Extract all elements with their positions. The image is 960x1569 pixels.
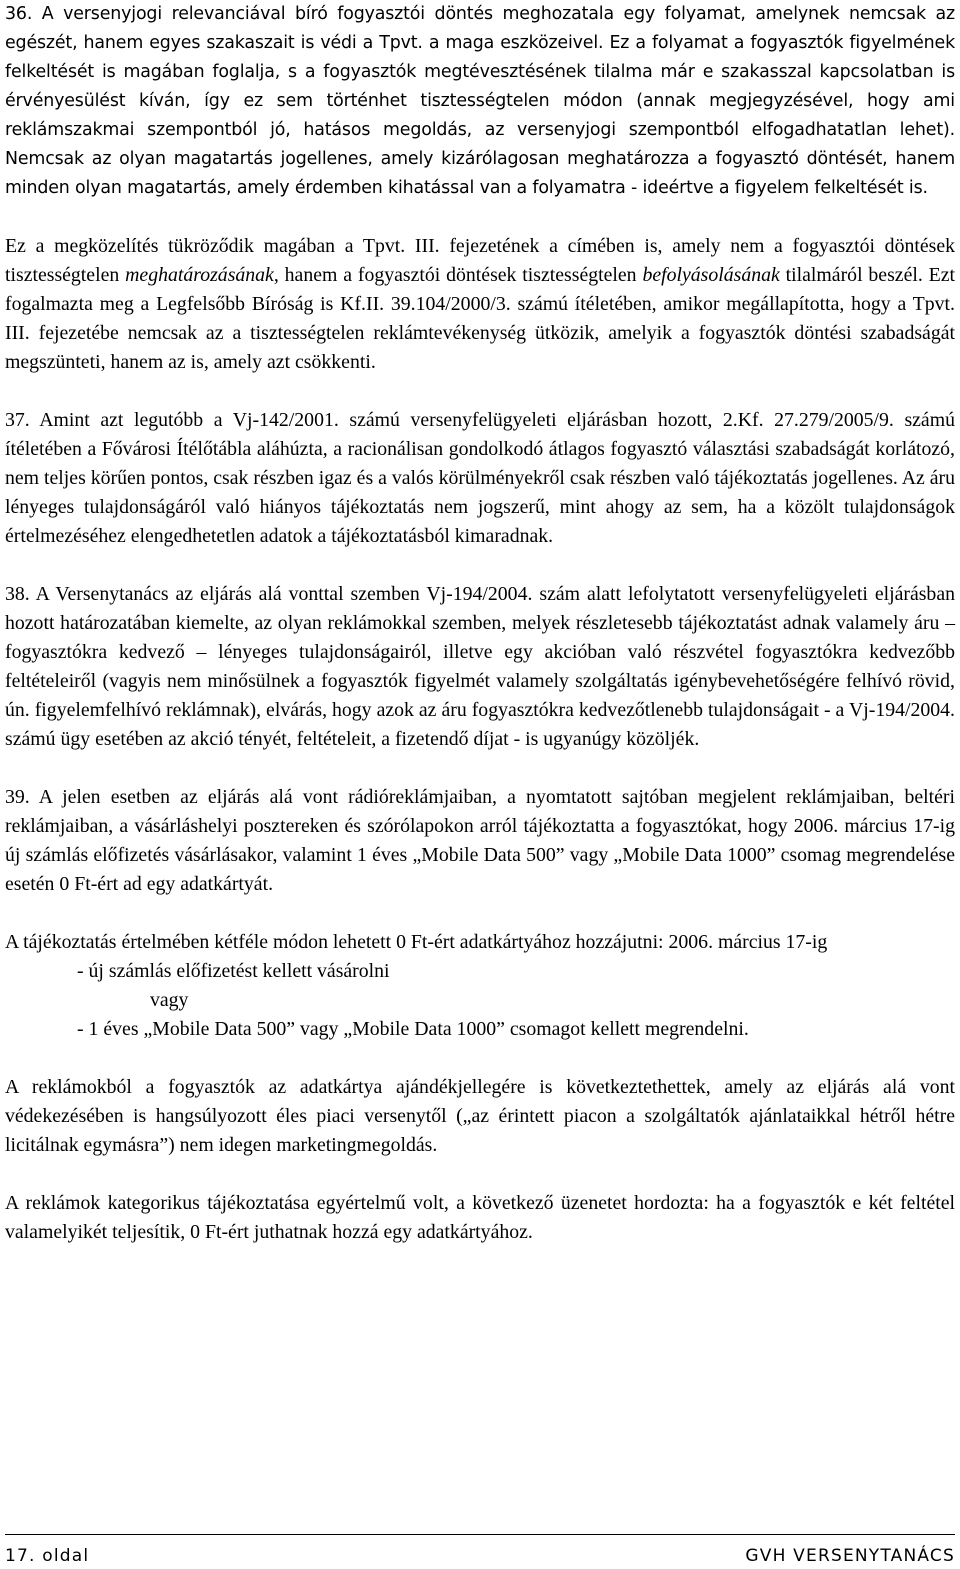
paragraph-37: 37. Amint azt legutóbb a Vj-142/2001. számú versenyfelügyeleti eljárásban hozott, 2.Kf. 27.279/2005/9. számú ítéletében a Fővárosi Ítélőtábla aláhúzta, a racionálisan gondolkodó átlagos fogyasztó választási szabadságát korlátozó, nem teljes körűen pontos, csak részben igaz és a valós körülményekről csak részben való tájékoztatás jogellenes. Az áru lényeges tulajdonságáról való hiányos tájékoztatás nem jogszerű, mint ahogy az sem, ha a közölt tulajdonságok értelmezéséhez elengedhetetlen adatok a tájékoztatásból kimaradnak. bbox=[5, 409, 955, 547]
document-body bbox=[5, 0, 955, 1247]
paragraph-38: 38. A Versenytanács az eljárás alá vonttal szemben Vj-194/2004. szám alatt lefolytatott versenyfelügyeleti eljárásban hozott határozatában kiemelte, az olyan reklámokkal szemben, melyek részletesebb tájékoztatást adnak valamely áru – fogyasztókra kedvező – lényeges tulajdonságairól, illetve egy akcióban való részvétel fogyasztókra kedvezőbb feltételeiről (vagyis nem minősülnek a fogyasztók figyelmét valamely szolgáltatás igénybevehetőségére felhívó rövid, ún. figyelemfelhívó reklámnak), elvárás, hogy azok az áru fogyasztókra kedvezőtlenebb tulajdonságait - a Vj-194/2004. számú ügy esetében az akció tényét, feltételeit, a fizetendő díjat - is ugyanúgy közöljék. bbox=[5, 583, 955, 750]
paragraph-39: 39. A jelen esetben az eljárás alá vont rádióreklámjaiban, a nyomtatott sajtóban megjelent reklámjaiban, beltéri reklámjaiban, a vásárláshelyi posztereken és szórólapokon arról tájékoztatta a fogyasztókat, hogy 2006. március 17-ig új számlás előfizetés vásárlásakor, valamint 1 éves „Mobile Data 500” vagy „Mobile Data 1000” csomag megrendelése esetén 0 Ft-ért ad egy adatkártyát. bbox=[5, 786, 955, 895]
condition-separator: vagy bbox=[150, 989, 189, 1011]
paragraph-39-conditions: A tájékoztatás értelmében kétféle módon lehetett 0 Ft-ért adatkártyához hozzájutni: 2006. március 17-ig bbox=[5, 931, 828, 953]
condition-item-2: - 1 éves „Mobile Data 500” vagy „Mobile Data 1000” csomagot kellett megrendelni. bbox=[77, 1018, 749, 1040]
paragraph-39-message: A reklámok kategorikus tájékoztatása egyértelmű volt, a következő üzenetet hordozta: ha a fogyasztók e két feltétel valamelyikét teljesítik, 0 Ft-ért juthatnak hozzá egy adatkártyához. bbox=[5, 1192, 955, 1243]
footer-divider bbox=[5, 1534, 955, 1535]
page-number: 17. oldal bbox=[5, 1546, 90, 1566]
paragraph-36-continuation: Ez a megközelítés tükröződik magában a Tpvt. III. fejezetének a címében is, amely nem a fogyasztói döntések tisztességtelen meghatározásának, hanem a fogyasztói döntések tisztességtelen befolyásolásának tilalmáról beszél. Ezt fogalmazta meg a Legfelsőbb Bíróság is Kf.II. 39.104/2000/3. számú ítéletében, amikor megállapította, hogy a Tpvt. III. fejezetébe nemcsak az a tisztességtelen reklámtevékenység ütközik, amelyik a fogyasztók döntési szabadságát megszünteti, hanem az is, amely azt csökkenti. bbox=[5, 235, 956, 373]
page-footer bbox=[5, 1546, 955, 1566]
emphasis-befolyasolasanak: befolyásolásának bbox=[642, 264, 780, 286]
emphasis-meghatarozasanak: meghatározásának bbox=[125, 264, 274, 286]
paragraph-36: 36. A versenyjogi relevanciával bíró fogyasztói döntés meghozatala egy folyamat, amelynek nemcsak az egészét, hanem egyes szakaszait is védi a Tpvt. a maga eszközeivel. Ez a folyamat a fogyasztók figyelmének felkeltését is magában foglalja, s a fogyasztók megtévesztésének tilalma már e szakasszal kapcsolatban is érvényesülést kíván, így ez sem történhet tisztességtelen módon (annak megjegyzésével, hogy ami reklámszakmai szempontból jó, hatásos megoldás, az versenyjogi szempontból elfogadhatatlan lehet). Nemcsak az olyan magatartás jogellenes, amely kizárólagosan meghatározza a fogyasztó döntését, hanem minden olyan magatartás, amely érdemben kihatással van a folyamatra - ideértve a figyelem felkeltését is. bbox=[5, 4, 955, 198]
condition-item-1: - új számlás előfizetést kellett vásárolni bbox=[77, 960, 390, 982]
footer-organization: GVH VERSENYTANÁCS bbox=[745, 1546, 955, 1566]
paragraph-39-gift: A reklámokból a fogyasztók az adatkártya ajándékjellegére is következtethettek, amely az eljárás alá vont védekezésében is hangsúlyozott éles piaci versenytől („az érintett piacon a szolgáltatók ajánlataikkal hétről hétre licitálnak egymásra”) nem idegen marketingmegoldás. bbox=[5, 1076, 955, 1156]
